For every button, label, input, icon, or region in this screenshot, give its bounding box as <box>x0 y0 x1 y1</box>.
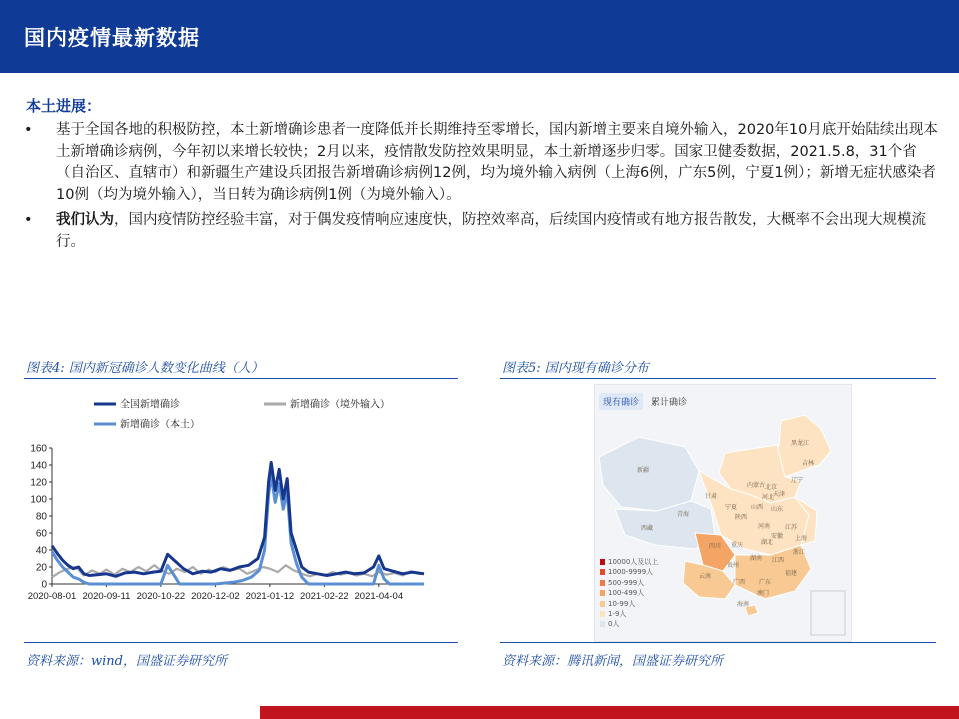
figure4-top-rule <box>24 378 458 379</box>
tab-current-confirmed[interactable]: 现有确诊 <box>599 393 643 410</box>
map-legend-swatch <box>600 580 605 586</box>
map-legend-item <box>600 599 658 609</box>
bullet-text: 基于全国各地的积极防控，本土新增确诊患者一度降低并长期维持至零增长，国内新增主要来自境外输入，2020年10月底开始陆续出现本土新增确诊病例，今年初以来增长较快；2月以来，疫情散发防控效果明显，本土新增逐步归零。国家卫健委数据，2021.5.8，31个省（自治区、直辖市）和新疆生产建设兵团报告新增确诊病例12例，均为境外输入病例（上海6例，广东5例，宁夏1例）；新增无症状感染者10例（均为境外输入），当日转为确诊病例1例（为境外输入）。 <box>56 122 938 203</box>
province-label: 吉林 <box>802 460 815 467</box>
map-legend-label: 10000人及以上 <box>608 558 659 566</box>
province-label: 新疆 <box>637 467 650 474</box>
legend-label: 全国新增确诊 <box>120 399 180 411</box>
province-label: 江苏 <box>785 524 798 531</box>
map-legend-label: 100-499人 <box>608 589 645 598</box>
province-label: 西藏 <box>641 525 654 532</box>
map-legend <box>600 557 658 630</box>
map-legend-label: 1-9人 <box>608 610 627 619</box>
province-label: 广西 <box>733 579 746 586</box>
figure4-bottom-rule <box>24 642 458 643</box>
y-tick-label: 60 <box>35 528 47 540</box>
province-label: 黑龙江 <box>791 440 810 447</box>
confirmed-cases-line-chart <box>24 392 454 618</box>
map-legend-swatch <box>600 601 605 607</box>
figure4-source: 资料来源：wind，国盛证券研究所 <box>26 654 227 669</box>
figure5-source: 资料来源：腾讯新闻，国盛证券研究所 <box>502 654 724 669</box>
figure5-top-rule <box>500 378 936 379</box>
province-label: 甘肃 <box>705 493 718 500</box>
y-tick-label: 20 <box>35 562 47 574</box>
map-legend-label: 1000-9999人 <box>608 568 654 577</box>
x-tick-label: 2020-10-22 <box>136 591 186 602</box>
y-tick-label: 120 <box>30 477 47 489</box>
province-label: 宁夏 <box>725 504 738 511</box>
y-tick-label: 100 <box>30 494 47 506</box>
map-legend-swatch <box>600 569 605 575</box>
legend-label: 新增确诊（境外输入） <box>290 399 390 411</box>
bullet-dot-icon: • <box>24 212 33 228</box>
province-label: 云南 <box>699 573 712 580</box>
china-case-map-panel <box>594 384 852 642</box>
header-bar <box>0 0 959 73</box>
map-xinjiang-region <box>599 437 699 511</box>
province-label: 河北 <box>762 494 775 501</box>
province-label: 浙江 <box>793 549 806 556</box>
province-label: 上海 <box>795 535 808 542</box>
map-legend-label: 0人 <box>608 620 620 629</box>
map-legend-label: 10-99人 <box>608 599 636 608</box>
province-label: 重庆 <box>731 542 744 549</box>
province-label: 陕西 <box>735 514 748 521</box>
map-legend-item <box>600 567 658 577</box>
bullet-item <box>20 120 945 206</box>
figure4-caption: 图表4: 国内新冠确诊人数变化曲线（人） <box>26 361 264 376</box>
footer-accent-bar <box>260 706 959 719</box>
province-label: 澳门 <box>757 590 770 597</box>
map-legend-swatch <box>600 621 605 627</box>
map-legend-swatch <box>600 590 605 596</box>
province-label: 北京 <box>765 484 778 491</box>
bullet-item <box>20 210 945 253</box>
province-label: 四川 <box>709 543 722 550</box>
tab-cumulative-confirmed[interactable]: 累计确诊 <box>651 398 688 408</box>
bullet-emphasis: 我们认为 <box>56 212 114 228</box>
province-label: 辽宁 <box>791 477 804 484</box>
x-tick-label: 2020-08-01 <box>27 591 77 602</box>
y-tick-label: 140 <box>30 460 47 472</box>
province-label: 湖北 <box>761 539 774 546</box>
map-legend-swatch <box>600 611 605 617</box>
province-label: 天津 <box>773 491 786 498</box>
province-label: 福建 <box>785 570 798 577</box>
series-line <box>52 462 424 576</box>
figure5-caption: 图表5: 国内现有确诊分布 <box>502 361 649 376</box>
province-label: 贵州 <box>727 562 740 569</box>
bullet-list <box>20 120 945 257</box>
map-legend-label: 500-999人 <box>608 578 645 587</box>
legend-label: 新增确诊（本土） <box>120 419 200 431</box>
figure5-bottom-rule <box>500 642 936 643</box>
y-tick-label: 40 <box>35 545 47 557</box>
province-label: 山西 <box>751 504 764 511</box>
map-legend-item <box>600 557 658 567</box>
south-china-sea-inset <box>811 591 845 635</box>
province-label: 广东 <box>759 579 772 586</box>
y-tick-label: 160 <box>30 443 47 455</box>
x-tick-label: 2021-01-12 <box>245 591 295 602</box>
map-legend-swatch <box>600 559 605 565</box>
y-tick-label: 0 <box>41 579 47 591</box>
bullet-text: ，国内疫情防控经验丰富，对于偶发疫情响应速度快，防控效率高，后续国内疫情或有地方报告散发，大概率不会出现大规模流行。 <box>56 212 926 250</box>
province-label: 内蒙古 <box>747 482 766 489</box>
province-label: 山东 <box>771 506 784 513</box>
province-label: 青海 <box>677 511 690 518</box>
x-tick-label: 2020-09-11 <box>82 591 131 602</box>
y-tick-label: 80 <box>35 511 47 523</box>
province-label: 河南 <box>758 523 771 530</box>
map-legend-item <box>600 609 658 619</box>
map-legend-item <box>600 588 658 598</box>
province-label: 安徽 <box>771 533 784 540</box>
bullet-dot-icon: • <box>24 122 33 138</box>
x-tick-label: 2021-02-22 <box>300 591 349 602</box>
province-label: 海南 <box>737 601 750 608</box>
x-tick-label: 2020-12-02 <box>191 591 240 602</box>
province-label: 江西 <box>772 557 785 564</box>
map-legend-item <box>600 619 658 629</box>
page-title: 国内疫情最新数据 <box>24 26 200 50</box>
province-label: 湖南 <box>750 555 763 562</box>
map-legend-item <box>600 578 658 588</box>
x-tick-label: 2021-04-04 <box>354 591 404 602</box>
section-heading: 本土进展： <box>26 97 102 115</box>
